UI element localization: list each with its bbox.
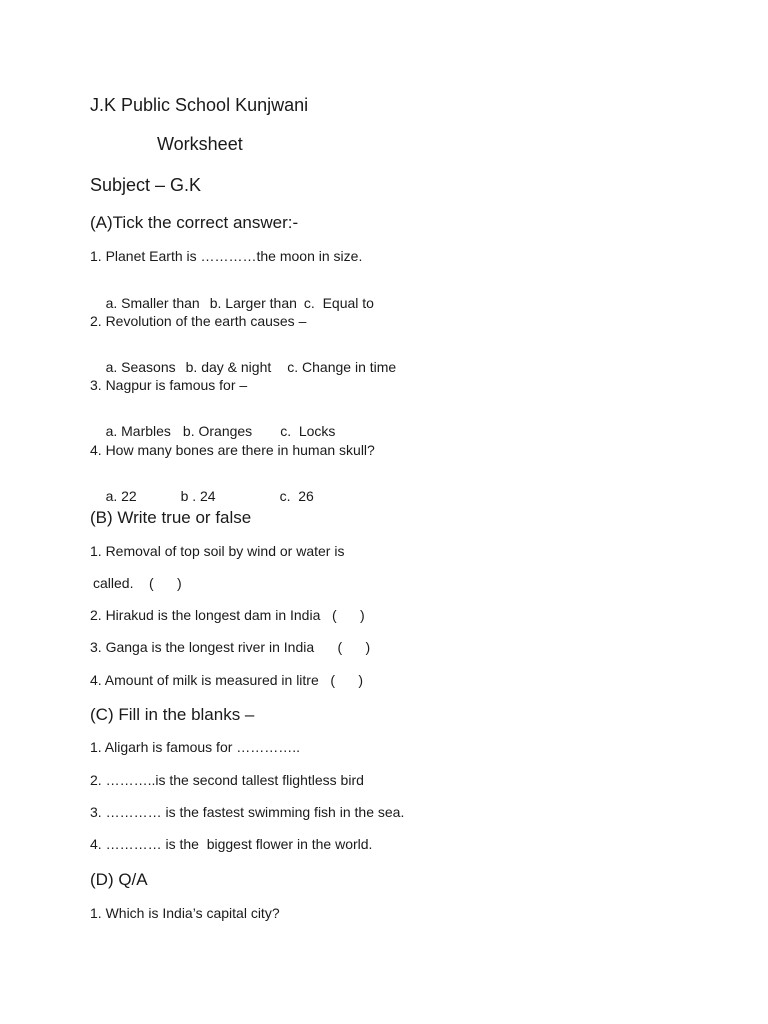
option-c[interactable]: c. Change in time [287,359,397,375]
question-a1: 1. Planet Earth is …………the moon in size. [90,248,363,264]
option-b[interactable]: b. Larger than [209,295,297,311]
question-a2: 2. Revolution of the earth causes – [90,313,307,329]
fill-blank-item: 2. ………..is the second tallest flightless bird [90,772,364,788]
option-a[interactable]: a. Smaller than [105,295,200,311]
fill-blank-item: 4. ………… is the biggest flower in the world. [90,836,373,852]
question-a3: 3. Nagpur is famous for – [90,377,248,393]
option-a[interactable]: a. Seasons [105,359,176,375]
option-c[interactable]: c. 26 [279,488,314,504]
true-false-item: 4. Amount of milk is measured in litre ( ) [90,672,364,688]
school-name: J.K Public School Kunjwani [90,95,309,115]
qa-item: 1. Which is India’s capital city? [90,905,280,921]
section-d-heading: (D) Q/A [90,870,148,889]
true-false-item: 2. Hirakud is the longest dam in India ( ) [90,607,365,623]
section-b-heading: (B) Write true or false [90,508,252,527]
true-false-item: 1. Removal of top soil by wind or water is [90,543,345,559]
option-b[interactable]: b. Oranges [182,423,253,439]
option-a[interactable]: a. Marbles [105,423,171,439]
section-c-heading: (C) Fill in the blanks – [90,705,255,724]
option-b[interactable]: b. day & night [185,359,272,375]
option-c[interactable]: c. Equal to [303,295,374,311]
fill-blank-item: 3. ………… is the fastest swimming fish in the sea. [90,804,405,820]
true-false-item: called. ( ) [93,575,182,591]
subject-line: Subject – G.K [90,175,202,195]
worksheet-title: Worksheet [157,134,243,154]
section-a-heading: (A)Tick the correct answer:- [90,213,299,232]
true-false-item: 3. Ganga is the longest river in India ( ) [90,639,371,655]
option-a[interactable]: a. 22 [105,488,137,504]
option-c[interactable]: c. Locks [280,423,336,439]
option-b[interactable]: b . 24 [180,488,216,504]
fill-blank-item: 1. Aligarh is famous for ………….. [90,739,301,755]
question-a4: 4. How many bones are there in human skull? [90,442,375,458]
